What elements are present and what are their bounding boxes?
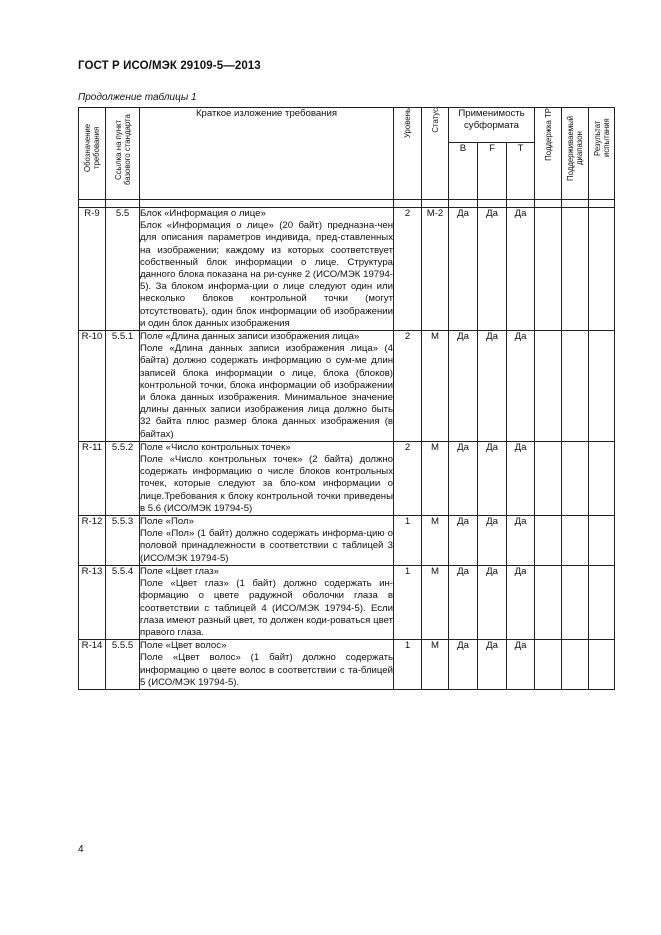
row-tp-support bbox=[535, 565, 562, 639]
table-continuation-caption: Продолжение таблицы 1 bbox=[78, 92, 197, 103]
row-sub-t: Да bbox=[507, 441, 535, 515]
row-status: M bbox=[422, 516, 449, 566]
row-sub-f: Да bbox=[478, 640, 507, 690]
col-header-test-result: Результат испытания bbox=[589, 108, 615, 200]
row-designation: R-12 bbox=[79, 516, 106, 566]
row-summary-title: Блок «Информация о лице» bbox=[140, 208, 266, 219]
row-summary bbox=[140, 516, 394, 566]
col-header-level: Уровень bbox=[394, 108, 422, 200]
col-header-supported-range: Поддерживаемый диапазон bbox=[562, 108, 589, 200]
col-header-sub-b: B bbox=[449, 143, 478, 200]
row-reference: 5.5.2 bbox=[106, 441, 140, 515]
row-summary-body: Поле «Число контрольных точек» (2 байта) должно содержать информацию о числе блоков контрольных точек, которые следуют за бло-ком информации о лице.Требования к блоку контрольной точки приведены в 5.6 (ИСО/МЭК 19794-5) bbox=[140, 454, 393, 514]
row-reference: 5.5.4 bbox=[106, 565, 140, 639]
row-summary-body: Поле «Длина данных записи изображения лица» (4 байта) должно содержать информацию о сум-ме длин записей блока информации о лице, блока (блоков) контрольной точки, блока информации об изображении и блока данных изображения. Минимальное значение длины данных записи изображения лица должно быть 32 байта плюс размер блока данных изображения (в байтах) bbox=[140, 343, 393, 440]
row-designation: R-14 bbox=[79, 640, 106, 690]
row-summary-body: Поле «Пол» (1 байт) должно содержать информа-цию о половой принадлежности в соответствии с таблицей 3 (ИСО/МЭК 19794-5) bbox=[140, 528, 393, 564]
row-summary-title: Поле «Цвет глаз» bbox=[140, 565, 219, 577]
row-level: 1 bbox=[394, 640, 422, 690]
row-summary bbox=[140, 441, 394, 515]
table-row bbox=[79, 331, 615, 442]
row-sub-b: Да bbox=[449, 441, 478, 515]
row-sub-b: Да bbox=[449, 331, 478, 442]
row-supported-range bbox=[562, 516, 589, 566]
row-summary bbox=[140, 208, 394, 331]
row-sub-f: Да bbox=[478, 441, 507, 515]
table-row bbox=[79, 565, 615, 639]
row-supported-range bbox=[562, 640, 589, 690]
row-summary-title: Поле «Цвет волос» bbox=[140, 640, 227, 652]
row-test-result bbox=[589, 208, 615, 331]
row-status: M bbox=[422, 640, 449, 690]
row-sub-f: Да bbox=[478, 208, 507, 331]
row-level: 1 bbox=[394, 565, 422, 639]
row-summary-body: Поле «Цвет волос» (1 байт) должно содержать информацию о цвете волос в соответствии с та-блицей 5 (ИСО/МЭК 19794-5). bbox=[140, 652, 393, 688]
row-summary-title: Поле «Длина данных записи изображения лица» bbox=[140, 331, 360, 343]
row-supported-range bbox=[562, 441, 589, 515]
table-row bbox=[79, 208, 615, 331]
row-sub-b: Да bbox=[449, 640, 478, 690]
row-status: M bbox=[422, 331, 449, 442]
row-tp-support bbox=[535, 516, 562, 566]
row-status: M-2 bbox=[422, 208, 449, 331]
row-test-result bbox=[589, 640, 615, 690]
row-sub-t: Да bbox=[507, 331, 535, 442]
row-supported-range bbox=[562, 565, 589, 639]
col-header-summary: Краткое изложение требования bbox=[140, 108, 394, 200]
row-status: M bbox=[422, 565, 449, 639]
row-tp-support bbox=[535, 208, 562, 331]
row-designation: R-9 bbox=[79, 208, 106, 331]
row-sub-b: Да bbox=[449, 208, 478, 331]
row-sub-f: Да bbox=[478, 516, 507, 566]
row-designation: R-11 bbox=[79, 441, 106, 515]
col-header-status: Статус bbox=[422, 108, 449, 200]
row-summary-title: Поле «Пол» bbox=[140, 516, 194, 528]
document-header: ГОСТ Р ИСО/МЭК 29109-5—2013 bbox=[78, 60, 261, 72]
row-sub-f: Да bbox=[478, 331, 507, 442]
row-sub-f: Да bbox=[478, 565, 507, 639]
row-summary bbox=[140, 640, 394, 690]
row-reference: 5.5.1 bbox=[106, 331, 140, 442]
row-summary-body: Поле «Цвет глаз» (1 байт) должно содержать ин-формацию о цвете радужной оболочки глаза в соответствии с таблицей 4 (ИСО/МЭК 19794-5). Если глаза имеют разный цвет, то должен коди-роваться цвет правого глаза. bbox=[140, 578, 393, 638]
row-tp-support bbox=[535, 331, 562, 442]
row-level: 1 bbox=[394, 516, 422, 566]
row-reference: 5.5.5 bbox=[106, 640, 140, 690]
row-reference: 5.5 bbox=[106, 208, 140, 331]
table-row bbox=[79, 516, 615, 566]
col-header-reference: Ссылка на пункт базового стандарта bbox=[106, 108, 140, 200]
row-tp-support bbox=[535, 640, 562, 690]
table-spacer-row bbox=[79, 200, 615, 208]
row-summary-body: Блок «Информация о лице» (20 байт) предназна-чен для описания параметров индивида, пред-ставленных на изображении; каждому из которых соответствует собственный блок информации о лице. Структура данного блока показана на ри-сунке 2 (ИСО/МЭК 19794-5). За блоком информа-ции о лице следуют один или несколько блоков контрольной точки (могут отсутствовать), один блок информации об изображении и один блок данных изображения bbox=[140, 220, 393, 329]
col-header-sub-t: T bbox=[507, 143, 535, 200]
row-level: 2 bbox=[394, 441, 422, 515]
col-header-designation: Обозначение требования bbox=[79, 108, 106, 200]
row-sub-b: Да bbox=[449, 516, 478, 566]
row-reference: 5.5.3 bbox=[106, 516, 140, 566]
row-sub-b: Да bbox=[449, 565, 478, 639]
col-header-applicability: Применимость субформата bbox=[449, 108, 535, 143]
row-test-result bbox=[589, 441, 615, 515]
row-test-result bbox=[589, 516, 615, 566]
row-sub-t: Да bbox=[507, 516, 535, 566]
row-test-result bbox=[589, 331, 615, 442]
row-sub-t: Да bbox=[507, 640, 535, 690]
row-designation: R-10 bbox=[79, 331, 106, 442]
table-row bbox=[79, 441, 615, 515]
row-tp-support bbox=[535, 441, 562, 515]
row-designation: R-13 bbox=[79, 565, 106, 639]
row-summary-title: Поле «Число контрольных точек» bbox=[140, 441, 291, 453]
col-header-tp-support: Поддержка ТР bbox=[535, 108, 562, 200]
page-number: 4 bbox=[78, 844, 84, 855]
row-status: M bbox=[422, 441, 449, 515]
row-summary bbox=[140, 565, 394, 639]
row-sub-t: Да bbox=[507, 565, 535, 639]
row-summary bbox=[140, 331, 394, 442]
row-supported-range bbox=[562, 331, 589, 442]
row-level: 2 bbox=[394, 331, 422, 442]
col-header-sub-f: F bbox=[478, 143, 507, 200]
row-level: 2 bbox=[394, 208, 422, 331]
requirements-table-container bbox=[78, 107, 615, 690]
row-sub-t: Да bbox=[507, 208, 535, 331]
row-supported-range bbox=[562, 208, 589, 331]
row-test-result bbox=[589, 565, 615, 639]
table-header-row bbox=[79, 108, 615, 143]
requirements-table bbox=[78, 107, 615, 690]
table-row bbox=[79, 640, 615, 690]
